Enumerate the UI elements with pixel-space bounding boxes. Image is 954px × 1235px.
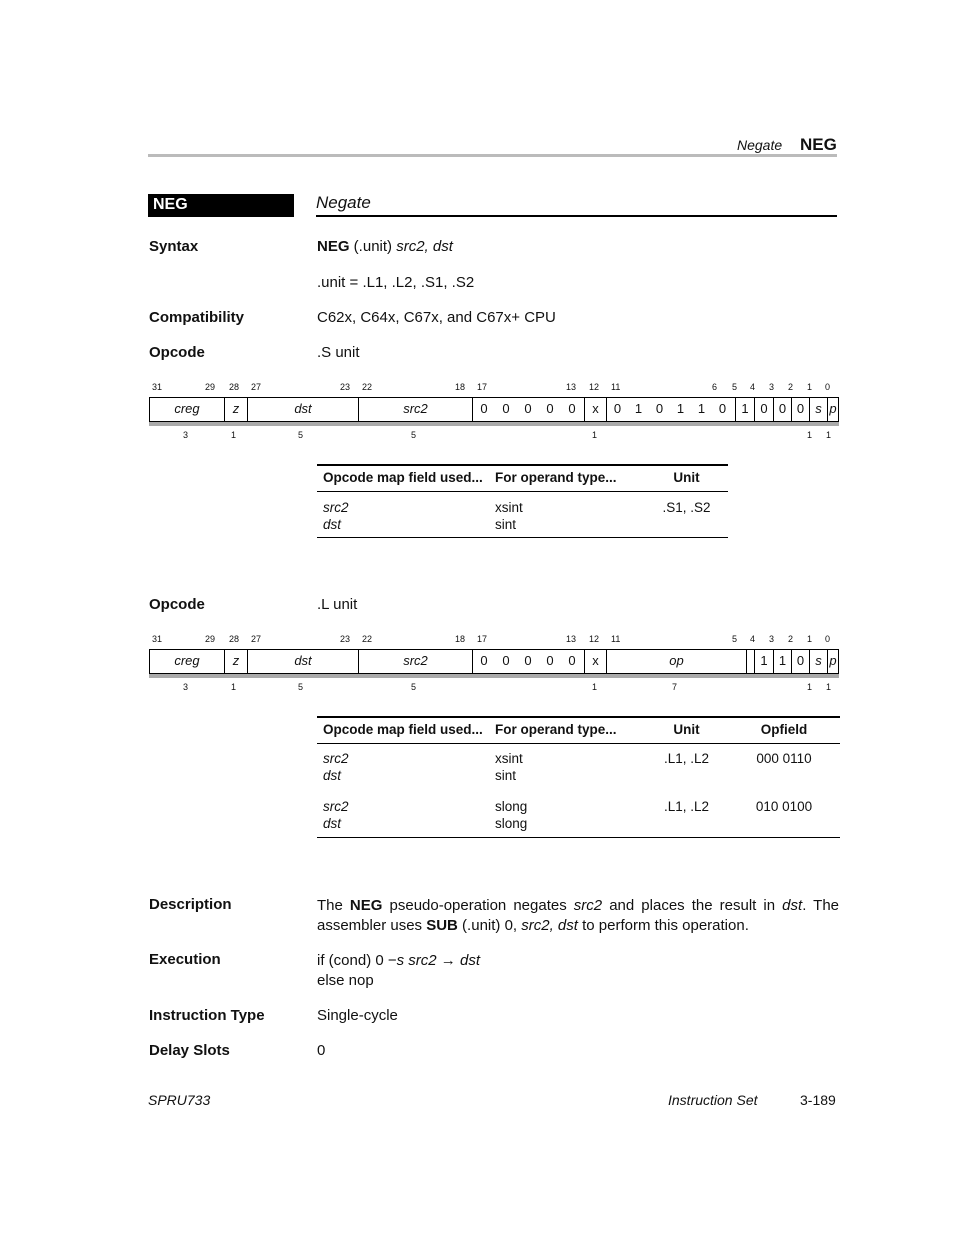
field-width: 3 xyxy=(183,682,189,692)
bit-number: 27 xyxy=(251,634,262,644)
table-header: Unit xyxy=(645,718,728,744)
table-header: Opfield xyxy=(728,718,840,744)
bit-number: 3 xyxy=(769,634,775,644)
bit-value: 0 xyxy=(502,653,510,668)
field-width: 5 xyxy=(411,682,417,692)
opcode-s-map-table xyxy=(317,466,728,541)
bit-number: 5 xyxy=(732,382,738,392)
table-header: Unit xyxy=(645,466,728,492)
opcode-s-label: Opcode xyxy=(149,344,205,361)
execution-line-1 xyxy=(317,951,480,971)
table-cell-unit: .L1, .L2 xyxy=(663,751,710,766)
bit-number: 28 xyxy=(229,382,240,392)
text-run: NEG xyxy=(349,897,383,914)
table-cell-field: src2 xyxy=(323,751,349,766)
text-run: src2 xyxy=(573,897,603,914)
bit-number: 0 xyxy=(825,382,831,392)
table-bottom-rule xyxy=(317,537,728,538)
text-run: → xyxy=(436,952,460,969)
table-cell-field: dst xyxy=(323,816,342,831)
bit-number: 4 xyxy=(750,382,756,392)
text-run: (.unit) 0, xyxy=(457,917,522,934)
table-cell-type: sint xyxy=(495,768,517,783)
instruction-type-label: Instruction Type xyxy=(149,1007,265,1024)
description-label: Description xyxy=(149,896,232,913)
bit-number: 11 xyxy=(611,634,621,644)
bit-value: 0 xyxy=(773,398,791,421)
table-cell-opfield: 010 0100 xyxy=(755,799,813,814)
bit-value: 0 xyxy=(791,650,809,673)
bit-value: 0 xyxy=(791,398,809,421)
text-run: . The xyxy=(802,897,840,914)
bit-value: 0 xyxy=(502,401,510,416)
field-p: p xyxy=(827,650,838,673)
field-z: z xyxy=(224,398,247,421)
table-cell-field: dst xyxy=(323,768,342,783)
bit-value: 0 xyxy=(480,401,488,416)
table-cell-unit: .L1, .L2 xyxy=(663,799,710,814)
bit-value: 0 xyxy=(524,653,532,668)
field-dst: dst xyxy=(247,650,358,673)
field-op: op xyxy=(606,650,746,673)
table-cell-type: slong xyxy=(495,816,528,831)
table-cell-type: xsint xyxy=(495,500,523,515)
text-run: s src2 xyxy=(396,952,437,969)
bit-number: 2 xyxy=(788,382,794,392)
bit-number: 5 xyxy=(732,634,738,644)
description-text xyxy=(317,896,839,936)
bit-value: 0 xyxy=(754,398,773,421)
title-rule xyxy=(316,215,837,217)
field-width: 1 xyxy=(826,430,832,440)
syntax-mnemonic: NEG xyxy=(317,238,350,255)
field-width: 1 xyxy=(592,682,598,692)
instruction-mnemonic-box: NEG xyxy=(148,194,294,217)
text-run: src2, dst xyxy=(521,917,578,934)
table-bottom-rule xyxy=(317,837,840,838)
field-width: 1 xyxy=(231,430,237,440)
bit-number: 6 xyxy=(712,382,718,392)
bit-number: 29 xyxy=(205,382,216,392)
field-s: s xyxy=(809,398,827,421)
header-section-title: Negate xyxy=(737,137,783,153)
bit-number: 0 xyxy=(825,634,831,644)
execution-text xyxy=(317,951,480,991)
compatibility-value: C62x, C64x, C67x, and C67x+ CPU xyxy=(317,309,556,326)
delay-slots-label: Delay Slots xyxy=(149,1042,230,1059)
bit-number: 31 xyxy=(152,634,163,644)
instruction-name: Negate xyxy=(316,193,371,212)
bit-value: 1 xyxy=(634,401,643,416)
bit-number: 17 xyxy=(477,382,488,392)
table-row xyxy=(317,492,728,542)
description-line-2 xyxy=(317,916,839,936)
text-run: The xyxy=(317,897,350,914)
field-s: s xyxy=(809,650,827,673)
table-cell-opfield: 000 0110 xyxy=(756,751,812,766)
bit-number: 31 xyxy=(152,382,163,392)
execution-label: Execution xyxy=(149,951,221,968)
field-z: z xyxy=(224,650,247,673)
opcode-l-field-diagram xyxy=(149,649,839,674)
footer-section: Instruction Set xyxy=(668,1092,758,1108)
field-width: 1 xyxy=(592,430,598,440)
field-p: p xyxy=(827,398,838,421)
bit-number: 23 xyxy=(340,634,351,644)
syntax-value xyxy=(317,238,453,255)
bit-number: 12 xyxy=(589,634,600,644)
bit-number: 1 xyxy=(807,634,813,644)
bit-value: 0 xyxy=(718,401,727,416)
field-width: 7 xyxy=(672,682,678,692)
field-fixed-bits xyxy=(472,650,584,673)
bit-value: 1 xyxy=(773,650,791,673)
bit-number: 11 xyxy=(611,382,621,392)
header-rule xyxy=(148,154,837,157)
bit-value: 0 xyxy=(568,401,576,416)
bit-value: 0 xyxy=(655,401,664,416)
table-cell-unit: .S1, .S2 xyxy=(662,500,711,515)
instruction-type-value: Single-cycle xyxy=(317,1007,398,1024)
field-width: 5 xyxy=(298,430,304,440)
opcode-l-unit: .L unit xyxy=(317,596,358,613)
field-width: 1 xyxy=(807,682,813,692)
footer-page-number: 3-189 xyxy=(800,1092,836,1108)
bit-number: 3 xyxy=(769,382,775,392)
bit-value: 0 xyxy=(480,653,488,668)
table-cell-field: src2 xyxy=(323,799,349,814)
field-width: 1 xyxy=(807,430,813,440)
bit-value: 1 xyxy=(735,398,754,421)
bit-number: 28 xyxy=(229,634,240,644)
bit-number: 29 xyxy=(205,634,216,644)
delay-slots-value: 0 xyxy=(317,1042,326,1059)
unit-list: .unit = .L1, .L2, .S1, .S2 xyxy=(317,274,475,291)
table-cell-field: src2 xyxy=(323,500,349,515)
table-header: Opcode map field used... xyxy=(317,466,489,492)
bit-number: 13 xyxy=(566,634,577,644)
field-separator xyxy=(746,650,754,673)
bit-value: 0 xyxy=(546,653,554,668)
bit-number: 22 xyxy=(362,382,373,392)
table-row xyxy=(317,744,840,785)
table-header: For operand type... xyxy=(489,466,645,492)
table-cell-type: sint xyxy=(495,517,517,532)
footer-doc-id: SPRU733 xyxy=(148,1092,211,1108)
field-diagram-shadow xyxy=(149,422,839,426)
field-diagram-shadow xyxy=(149,674,839,678)
field-x: x xyxy=(584,398,606,421)
bit-value: 0 xyxy=(524,401,532,416)
bit-number: 1 xyxy=(807,382,813,392)
field-x: x xyxy=(584,650,606,673)
bit-value: 0 xyxy=(546,401,554,416)
bit-number: 18 xyxy=(455,382,466,392)
bit-number: 13 xyxy=(566,382,577,392)
syntax-label: Syntax xyxy=(149,238,199,255)
bit-number: 18 xyxy=(455,634,466,644)
syntax-operands: src2, dst xyxy=(396,238,453,255)
text-run: to perform this operation. xyxy=(577,917,749,934)
text-run: if (cond) 0 − xyxy=(317,952,397,969)
field-width: 3 xyxy=(183,430,189,440)
bit-number: 2 xyxy=(788,634,794,644)
bit-value: 1 xyxy=(676,401,685,416)
bit-number: 27 xyxy=(251,382,262,392)
text-run: dst xyxy=(459,952,480,969)
bit-number: 4 xyxy=(750,634,756,644)
bit-number: 17 xyxy=(477,634,488,644)
opcode-l-map-table xyxy=(317,718,840,840)
table-cell-type: xsint xyxy=(495,751,523,766)
field-opcode-bits xyxy=(606,398,735,421)
table-row xyxy=(317,784,840,840)
opcode-l-label: Opcode xyxy=(149,596,205,613)
compatibility-label: Compatibility xyxy=(149,309,245,326)
header-mnemonic: NEG xyxy=(800,135,837,154)
text-run: dst xyxy=(782,897,803,914)
field-width: 5 xyxy=(411,430,417,440)
table-header: For operand type... xyxy=(489,718,645,744)
bit-number: 22 xyxy=(362,634,373,644)
field-width: 5 xyxy=(298,682,304,692)
description-line-1 xyxy=(317,896,839,916)
text-run: SUB xyxy=(426,917,458,934)
table-cell-field: dst xyxy=(323,517,342,532)
bit-value: 1 xyxy=(697,401,706,416)
field-src2: src2 xyxy=(358,398,472,421)
text-run: assembler uses xyxy=(317,917,427,934)
text-run: pseudo-operation negates xyxy=(382,897,574,914)
field-creg: creg xyxy=(174,653,200,668)
table-header: Opcode map field used... xyxy=(317,718,489,744)
bit-value: 1 xyxy=(754,650,773,673)
syntax-unit: (.unit) xyxy=(349,238,397,255)
field-src2: src2 xyxy=(358,650,472,673)
text-run: and places the result in xyxy=(602,897,783,914)
table-cell-type: slong xyxy=(495,799,528,814)
field-width: 1 xyxy=(826,682,832,692)
execution-line-2: else nop xyxy=(317,972,374,989)
field-creg: creg xyxy=(174,401,200,416)
bit-number: 12 xyxy=(589,382,600,392)
bit-number: 23 xyxy=(340,382,351,392)
field-width: 1 xyxy=(231,682,237,692)
bit-value: 0 xyxy=(613,401,622,416)
opcode-s-field-diagram xyxy=(149,397,839,422)
field-fixed-bits xyxy=(472,398,584,421)
bit-value: 0 xyxy=(568,653,576,668)
field-dst: dst xyxy=(247,398,358,421)
opcode-s-unit: .S unit xyxy=(317,344,360,361)
